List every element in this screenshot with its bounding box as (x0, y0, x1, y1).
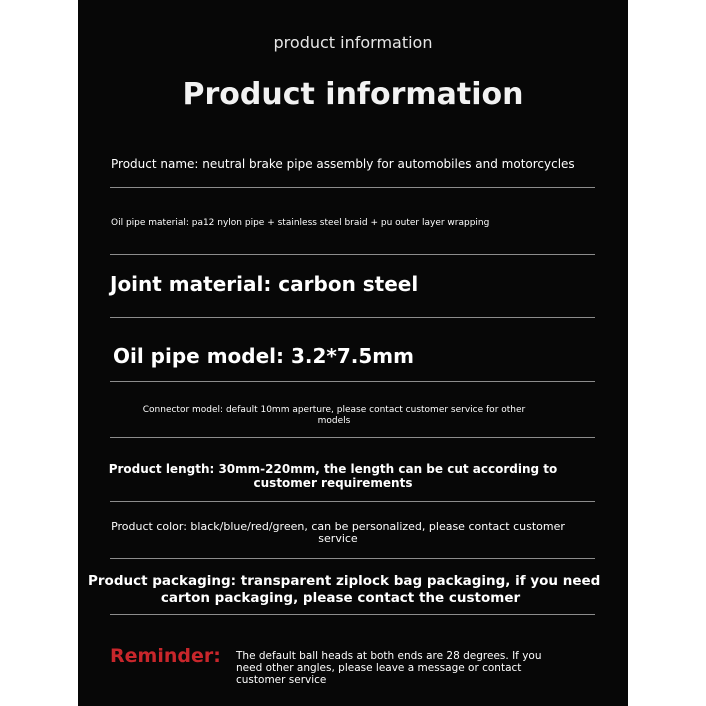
product-color-row (88, 521, 588, 545)
divider (110, 437, 595, 438)
divider (110, 381, 595, 382)
product-name-row: Product name: neutral brake pipe assembly for automobiles and motorcycles (111, 157, 575, 171)
joint-material-row: Joint material: carbon steel (110, 272, 419, 296)
oil-pipe-model-row: Oil pipe model: 3.2*7.5mm (113, 344, 414, 368)
product-info-panel (78, 0, 628, 706)
product-color-line-1: Product color: black/blue/red/green, can be personalized, please contact customer (111, 520, 565, 533)
product-packaging-line-2: carton packaging, please contact the customer (160, 590, 521, 606)
product-length-row (98, 462, 568, 490)
divider (110, 317, 595, 318)
connector-model-line-1: Connector model: default 10mm aperture, please contact customer service for other (142, 405, 526, 415)
divider (110, 187, 595, 188)
product-packaging-line-1: Product packaging: transparent ziplock bag packaging, if you need (88, 573, 601, 589)
product-packaging-row (88, 573, 601, 607)
product-length-line-1: Product length: 30mm-220mm, the length can be cut according to (108, 462, 558, 476)
divider (110, 254, 595, 255)
reminder-label: Reminder: (110, 645, 221, 667)
divider (110, 501, 595, 502)
panel-title: Product information (182, 77, 524, 112)
panel-subtitle: product information (273, 33, 433, 52)
connector-model-line-2: models (317, 416, 351, 426)
reminder-line-2: need other angles, please leave a message or contact (236, 662, 522, 674)
product-color-line-2: service (318, 532, 358, 545)
oil-pipe-material-row: Oil pipe material: pa12 nylon pipe + stainless steel braid + pu outer layer wrapping (111, 218, 490, 228)
product-length-line-2: customer requirements (253, 476, 413, 490)
connector-model-row (96, 405, 572, 427)
divider (110, 614, 595, 615)
reminder-text (236, 650, 576, 686)
reminder-line-3: customer service (236, 674, 327, 686)
divider (110, 558, 595, 559)
reminder-line-1: The default ball heads at both ends are 28 degrees. If you (236, 650, 542, 662)
